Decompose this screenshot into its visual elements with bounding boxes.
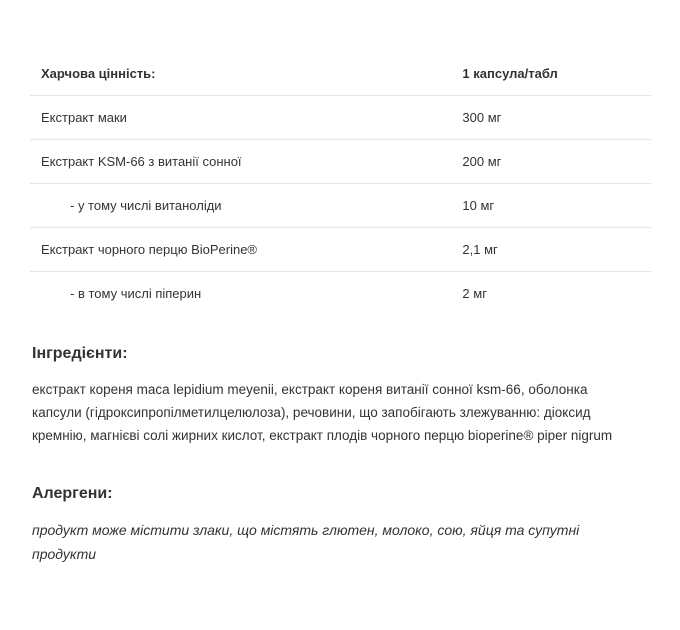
nutrient-amount: 10 мг	[462, 184, 651, 228]
table-row	[30, 184, 651, 228]
nutrient-amount: 2 мг	[462, 286, 487, 301]
allergens-heading: Алергени:	[32, 485, 113, 502]
nutrition-header-row	[30, 52, 651, 96]
nutrient-name: Екстракт маки	[30, 96, 462, 140]
nutrient-amount: 2,1 мг	[462, 228, 651, 272]
table-row	[30, 96, 651, 140]
ingredients-heading: Інгредієнти:	[32, 345, 128, 362]
table-row	[30, 140, 651, 184]
ingredients-text: екстракт кореня maca lepidium meyenii, екстракт кореня витанії сонної ksm-66, оболонка капсули (гідроксипропілметилцелюлоза), речовини, що запобігають злежуванню: діоксид кремнію, магнієві солі жирних кислот, екстракт плодів чорного перцю bioperine® piper nigrum	[32, 382, 613, 443]
nutrient-name: - в тому числі піперин	[70, 286, 202, 301]
nutrition-table	[30, 52, 651, 315]
table-row	[30, 272, 651, 316]
nutrition-header-name: Харчова цінність:	[30, 52, 462, 96]
nutrient-amount: 300 мг	[462, 96, 651, 140]
nutrient-name: Екстракт чорного перцю BioPerine®	[30, 228, 462, 272]
nutrient-name: Екстракт KSM-66 з витанії сонної	[30, 140, 462, 184]
allergens-text: продукт може містити злаки, що містять глютен, молоко, сою, яйця та супутні продукти	[32, 522, 580, 562]
nutrient-amount: 200 мг	[462, 140, 651, 184]
nutrition-header-amount: 1 капсула/табл	[462, 52, 651, 96]
table-row	[30, 228, 651, 272]
nutrient-name: - у тому числі витаноліди	[30, 184, 462, 228]
